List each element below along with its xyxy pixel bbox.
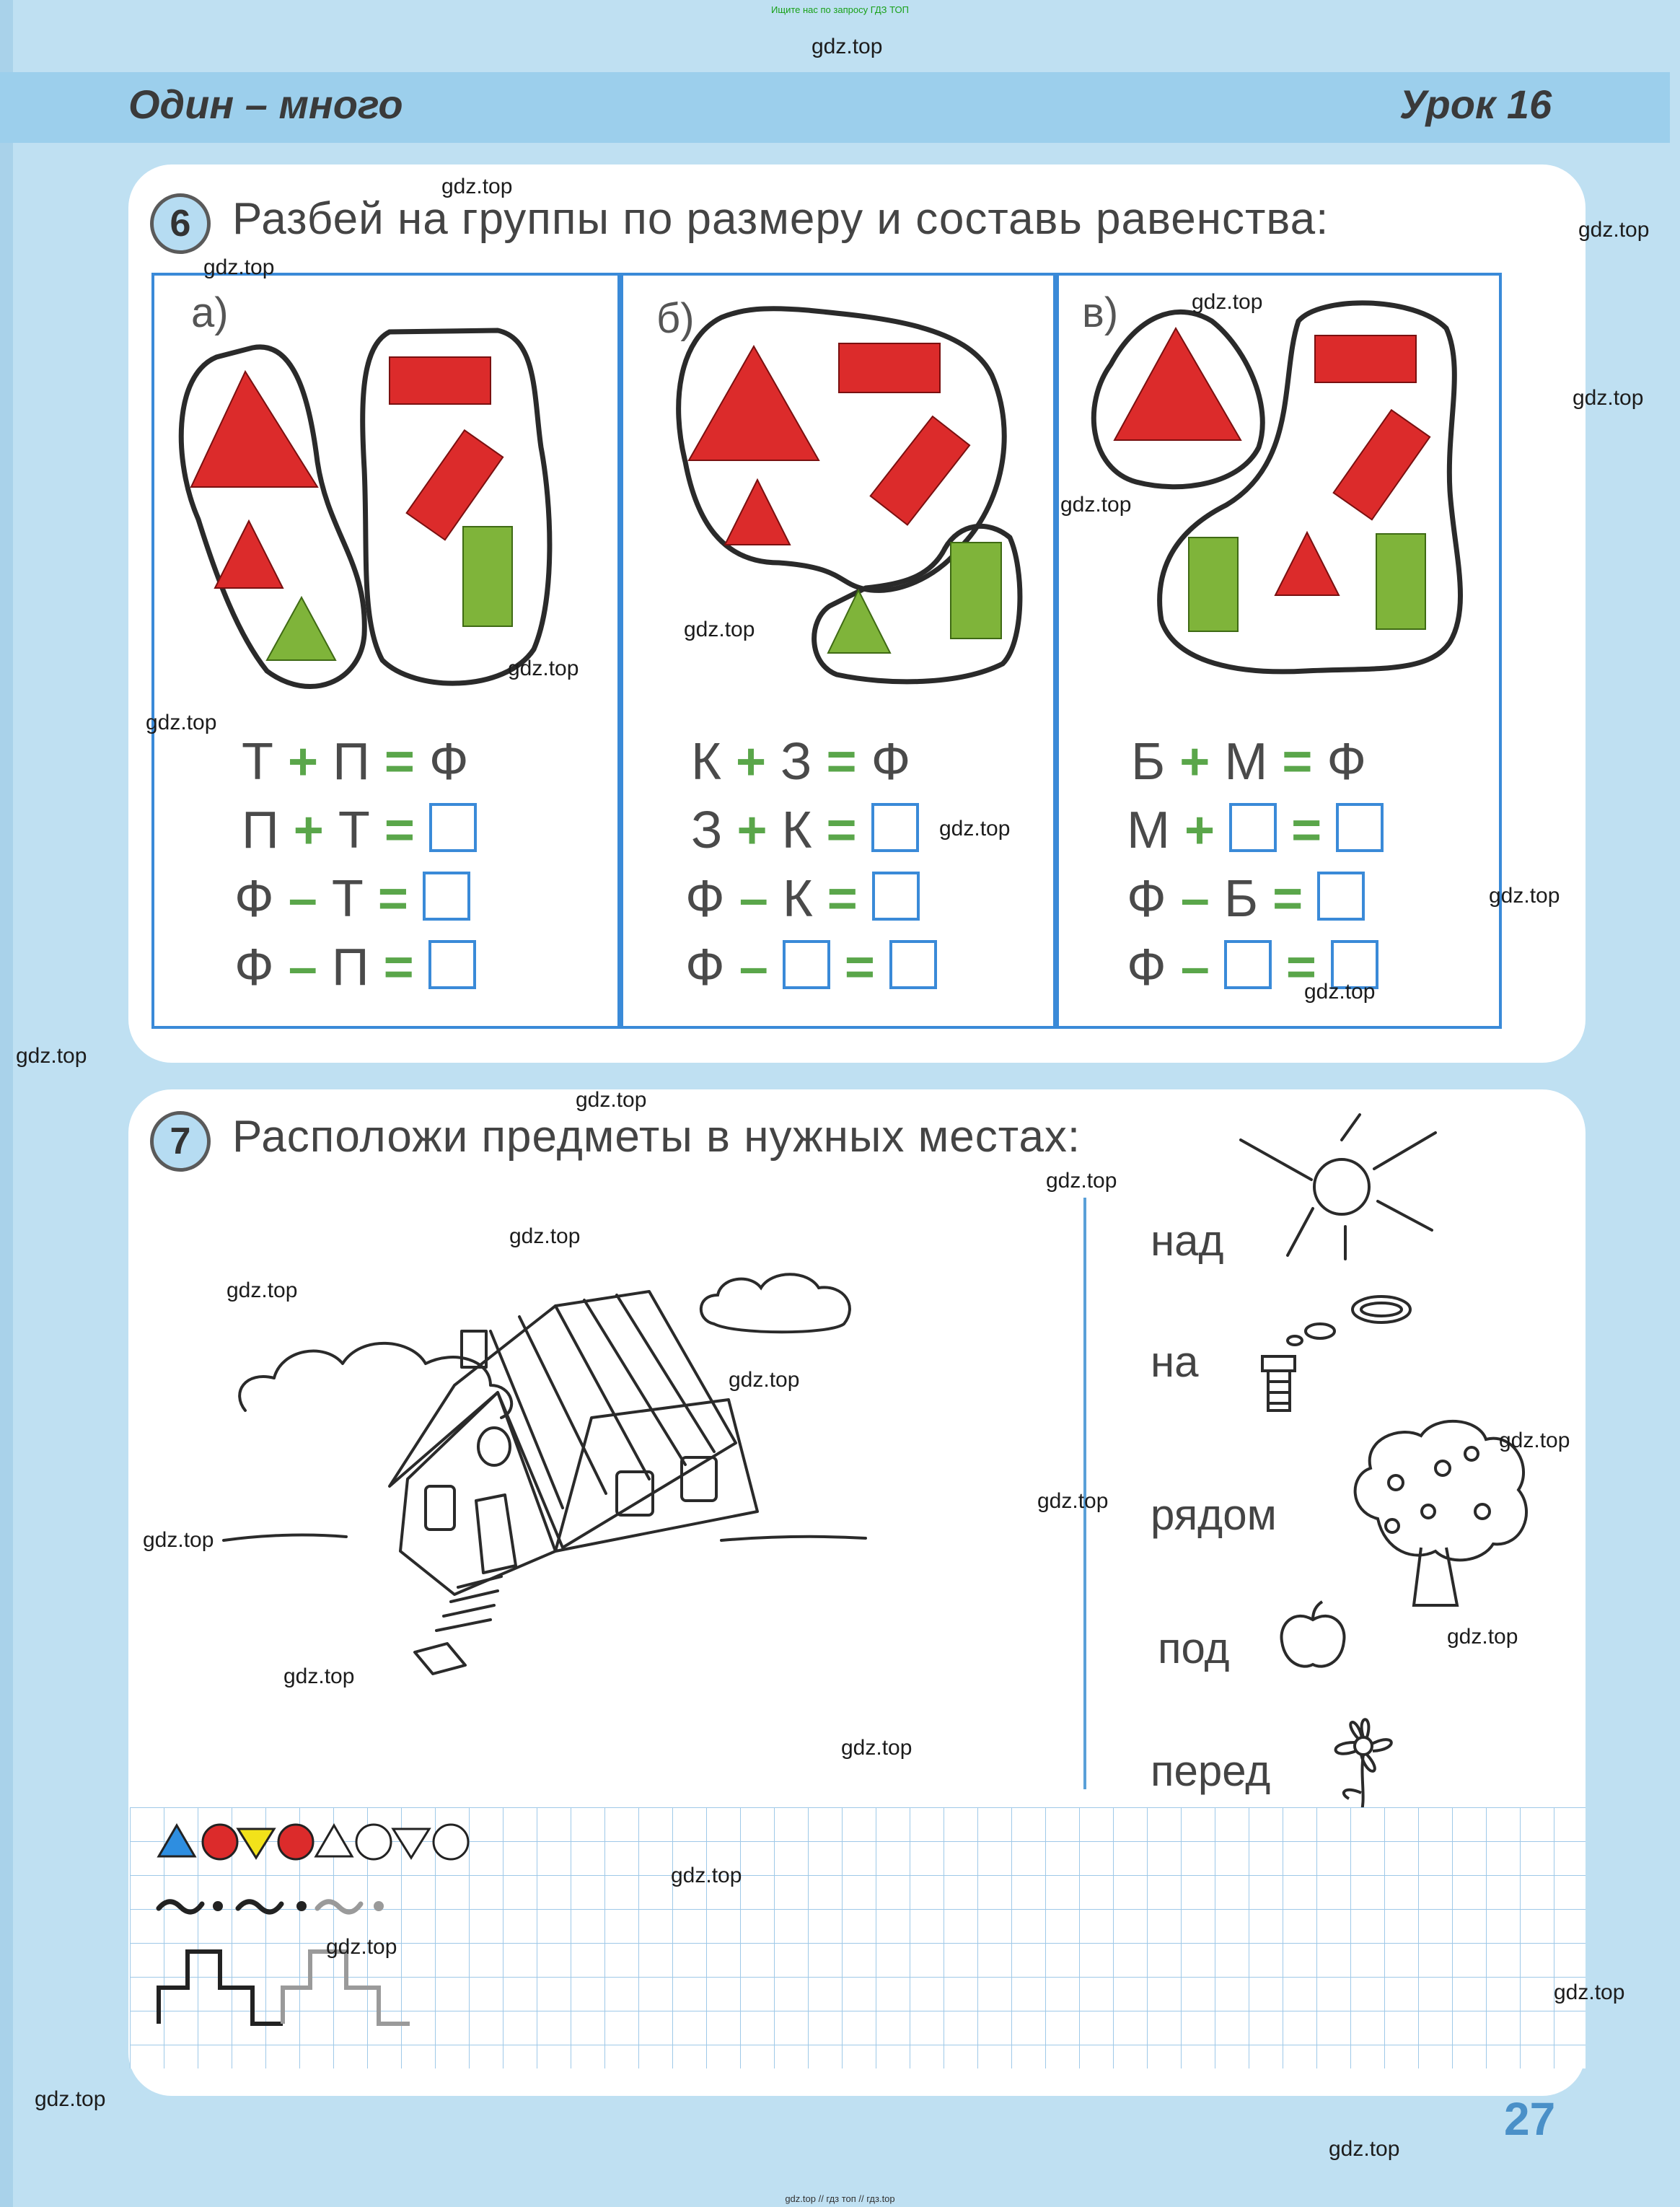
equation-a1: Т + П = Ф: [242, 733, 469, 791]
answer-box[interactable]: [871, 803, 919, 852]
watermark: gdz.top: [35, 2087, 106, 2111]
wave-mark: [238, 1902, 281, 1912]
doormat: [415, 1644, 465, 1674]
dot-mark: [296, 1901, 307, 1911]
answer-box[interactable]: [1224, 940, 1272, 989]
equation-c1: Б + М = Ф: [1131, 733, 1367, 791]
outline-triangle: [316, 1825, 352, 1856]
watermark: gdz.top: [684, 618, 755, 641]
dot-mark: [213, 1901, 223, 1911]
task6-number: 6: [150, 193, 211, 254]
red-rect-a2: [407, 430, 503, 540]
watermark: gdz.top: [1489, 884, 1560, 908]
watermark: gdz.top: [841, 1736, 912, 1760]
watermark: gdz.top: [283, 1664, 355, 1688]
red-circle: [278, 1825, 313, 1859]
outline-circle: [356, 1825, 391, 1859]
green-rect-c2: [1376, 534, 1425, 629]
bottom-note: gdz.top // гдз топ // гдз.top: [785, 2193, 895, 2204]
watermark: gdz.top: [939, 817, 1011, 841]
door: [476, 1495, 516, 1573]
top-note: Ищите нас по запросу ГДЗ ТОП: [771, 4, 909, 15]
watermark: gdz.top: [203, 255, 275, 279]
flower-icon: [1316, 1706, 1410, 1822]
watermark: gdz.top: [1447, 1625, 1518, 1649]
red-circle: [203, 1825, 237, 1859]
sun-icon: [1226, 1111, 1457, 1277]
task7-text: Расположи предметы в нужных местах:: [232, 1112, 1081, 1162]
green-rect-a: [463, 527, 512, 626]
watermark: gdz.top: [146, 711, 217, 734]
big-red-triangle-a: [191, 372, 317, 487]
red-rect-c2: [1334, 410, 1430, 519]
equation-b4: Ф – =: [685, 938, 937, 997]
window-front: [426, 1486, 454, 1530]
outline-triangle-down: [393, 1829, 429, 1858]
watermark: gdz.top: [1578, 218, 1650, 242]
ground-line: [224, 1535, 866, 1540]
yellow-triangle: [238, 1829, 274, 1858]
watermark: gdz.top: [1037, 1489, 1109, 1513]
equation-c2: М + =: [1127, 801, 1384, 860]
panel-b-label: б): [656, 295, 695, 342]
watermark: gdz.top: [812, 35, 883, 58]
wave-mark: [317, 1902, 361, 1912]
attic-window: [478, 1428, 510, 1465]
green-rect-b: [951, 543, 1001, 639]
blue-triangle: [159, 1825, 195, 1856]
equation-a4: Ф – П =: [234, 938, 476, 997]
task6-text: Разбей на группы по размеру и составь равенства:: [232, 194, 1329, 244]
red-rect-b1: [839, 343, 940, 392]
sky-cloud-left: [239, 1343, 511, 1418]
green-rect-c1: [1189, 538, 1238, 631]
answer-box[interactable]: [429, 803, 477, 852]
watermark: gdz.top: [1046, 1169, 1117, 1193]
cloud-outline: [701, 1274, 850, 1332]
panel-c-label: в): [1082, 289, 1119, 336]
watermark: gdz.top: [509, 1224, 581, 1248]
watermark: gdz.top: [441, 175, 513, 198]
watermark: gdz.top: [1060, 493, 1132, 517]
answer-box[interactable]: [783, 940, 830, 989]
answer-box[interactable]: [1336, 803, 1384, 852]
task7-number: 7: [150, 1111, 211, 1172]
wave-mark: [159, 1902, 202, 1912]
watermark: gdz.top: [1554, 1980, 1625, 2004]
answer-box[interactable]: [872, 872, 920, 921]
red-rect-a1: [390, 357, 491, 404]
outline-circle: [434, 1825, 468, 1859]
equation-b2: З + К =: [691, 801, 919, 860]
small-red-triangle-b: [725, 480, 790, 545]
answer-box[interactable]: [889, 940, 937, 989]
watermark: gdz.top: [1499, 1429, 1570, 1452]
word-in-front: перед: [1151, 1747, 1271, 1795]
equation-b1: К + З = Ф: [691, 733, 911, 791]
watermark: gdz.top: [576, 1088, 647, 1112]
small-red-triangle-a: [215, 521, 283, 588]
equation-a3: Ф – Т =: [234, 869, 470, 929]
small-red-triangle-c: [1275, 532, 1339, 595]
watermark: gdz.top: [729, 1368, 800, 1392]
equation-c3: Ф – Б =: [1127, 869, 1365, 929]
watermark: gdz.top: [143, 1528, 214, 1552]
big-red-triangle-b: [689, 346, 819, 460]
watermark: gdz.top: [1192, 290, 1263, 314]
word-on: на: [1151, 1338, 1199, 1386]
red-rect-b2: [871, 416, 969, 525]
answer-box[interactable]: [1229, 803, 1277, 852]
watermark: gdz.top: [227, 1278, 298, 1302]
word-under: под: [1158, 1624, 1230, 1672]
equation-c4: Ф – =: [1127, 938, 1378, 997]
word-beside: рядом: [1151, 1491, 1277, 1539]
step-line-gray: [283, 1952, 410, 2024]
red-rect-c1: [1315, 335, 1416, 382]
equation-b3: Ф – К =: [685, 869, 920, 929]
step-line-black: [159, 1952, 283, 2024]
word-above: над: [1151, 1216, 1224, 1265]
apple-icon: [1273, 1598, 1353, 1677]
topic-title: Один – много: [128, 82, 403, 127]
group-outline-a1: [181, 347, 364, 687]
answer-box[interactable]: [1317, 872, 1365, 921]
watermark: gdz.top: [16, 1044, 87, 1068]
watermark: gdz.top: [1573, 386, 1644, 410]
watermark: gdz.top: [1329, 2137, 1400, 2161]
house-side-wall: [555, 1400, 757, 1551]
green-triangle-a: [267, 597, 335, 660]
watermark: gdz.top: [671, 1864, 742, 1887]
task6-shapes: [0, 0, 1680, 721]
dot-mark: [374, 1901, 384, 1911]
watermark: gdz.top: [1304, 980, 1376, 1004]
equation-a2: П + Т =: [242, 801, 477, 860]
big-red-triangle-c: [1114, 328, 1241, 440]
page-number: 27: [1504, 2093, 1556, 2145]
chimney-icon: [1241, 1291, 1428, 1414]
stairs: [436, 1576, 501, 1631]
answer-box[interactable]: [428, 940, 476, 989]
watermark: gdz.top: [508, 657, 579, 680]
cloud-illustration: [692, 1266, 866, 1346]
panel-a-label: а): [191, 289, 229, 336]
lesson-title: Урок 16: [1399, 82, 1552, 127]
answer-box[interactable]: [423, 872, 470, 921]
watermark: gdz.top: [326, 1935, 397, 1959]
house-front-wall: [400, 1392, 555, 1594]
